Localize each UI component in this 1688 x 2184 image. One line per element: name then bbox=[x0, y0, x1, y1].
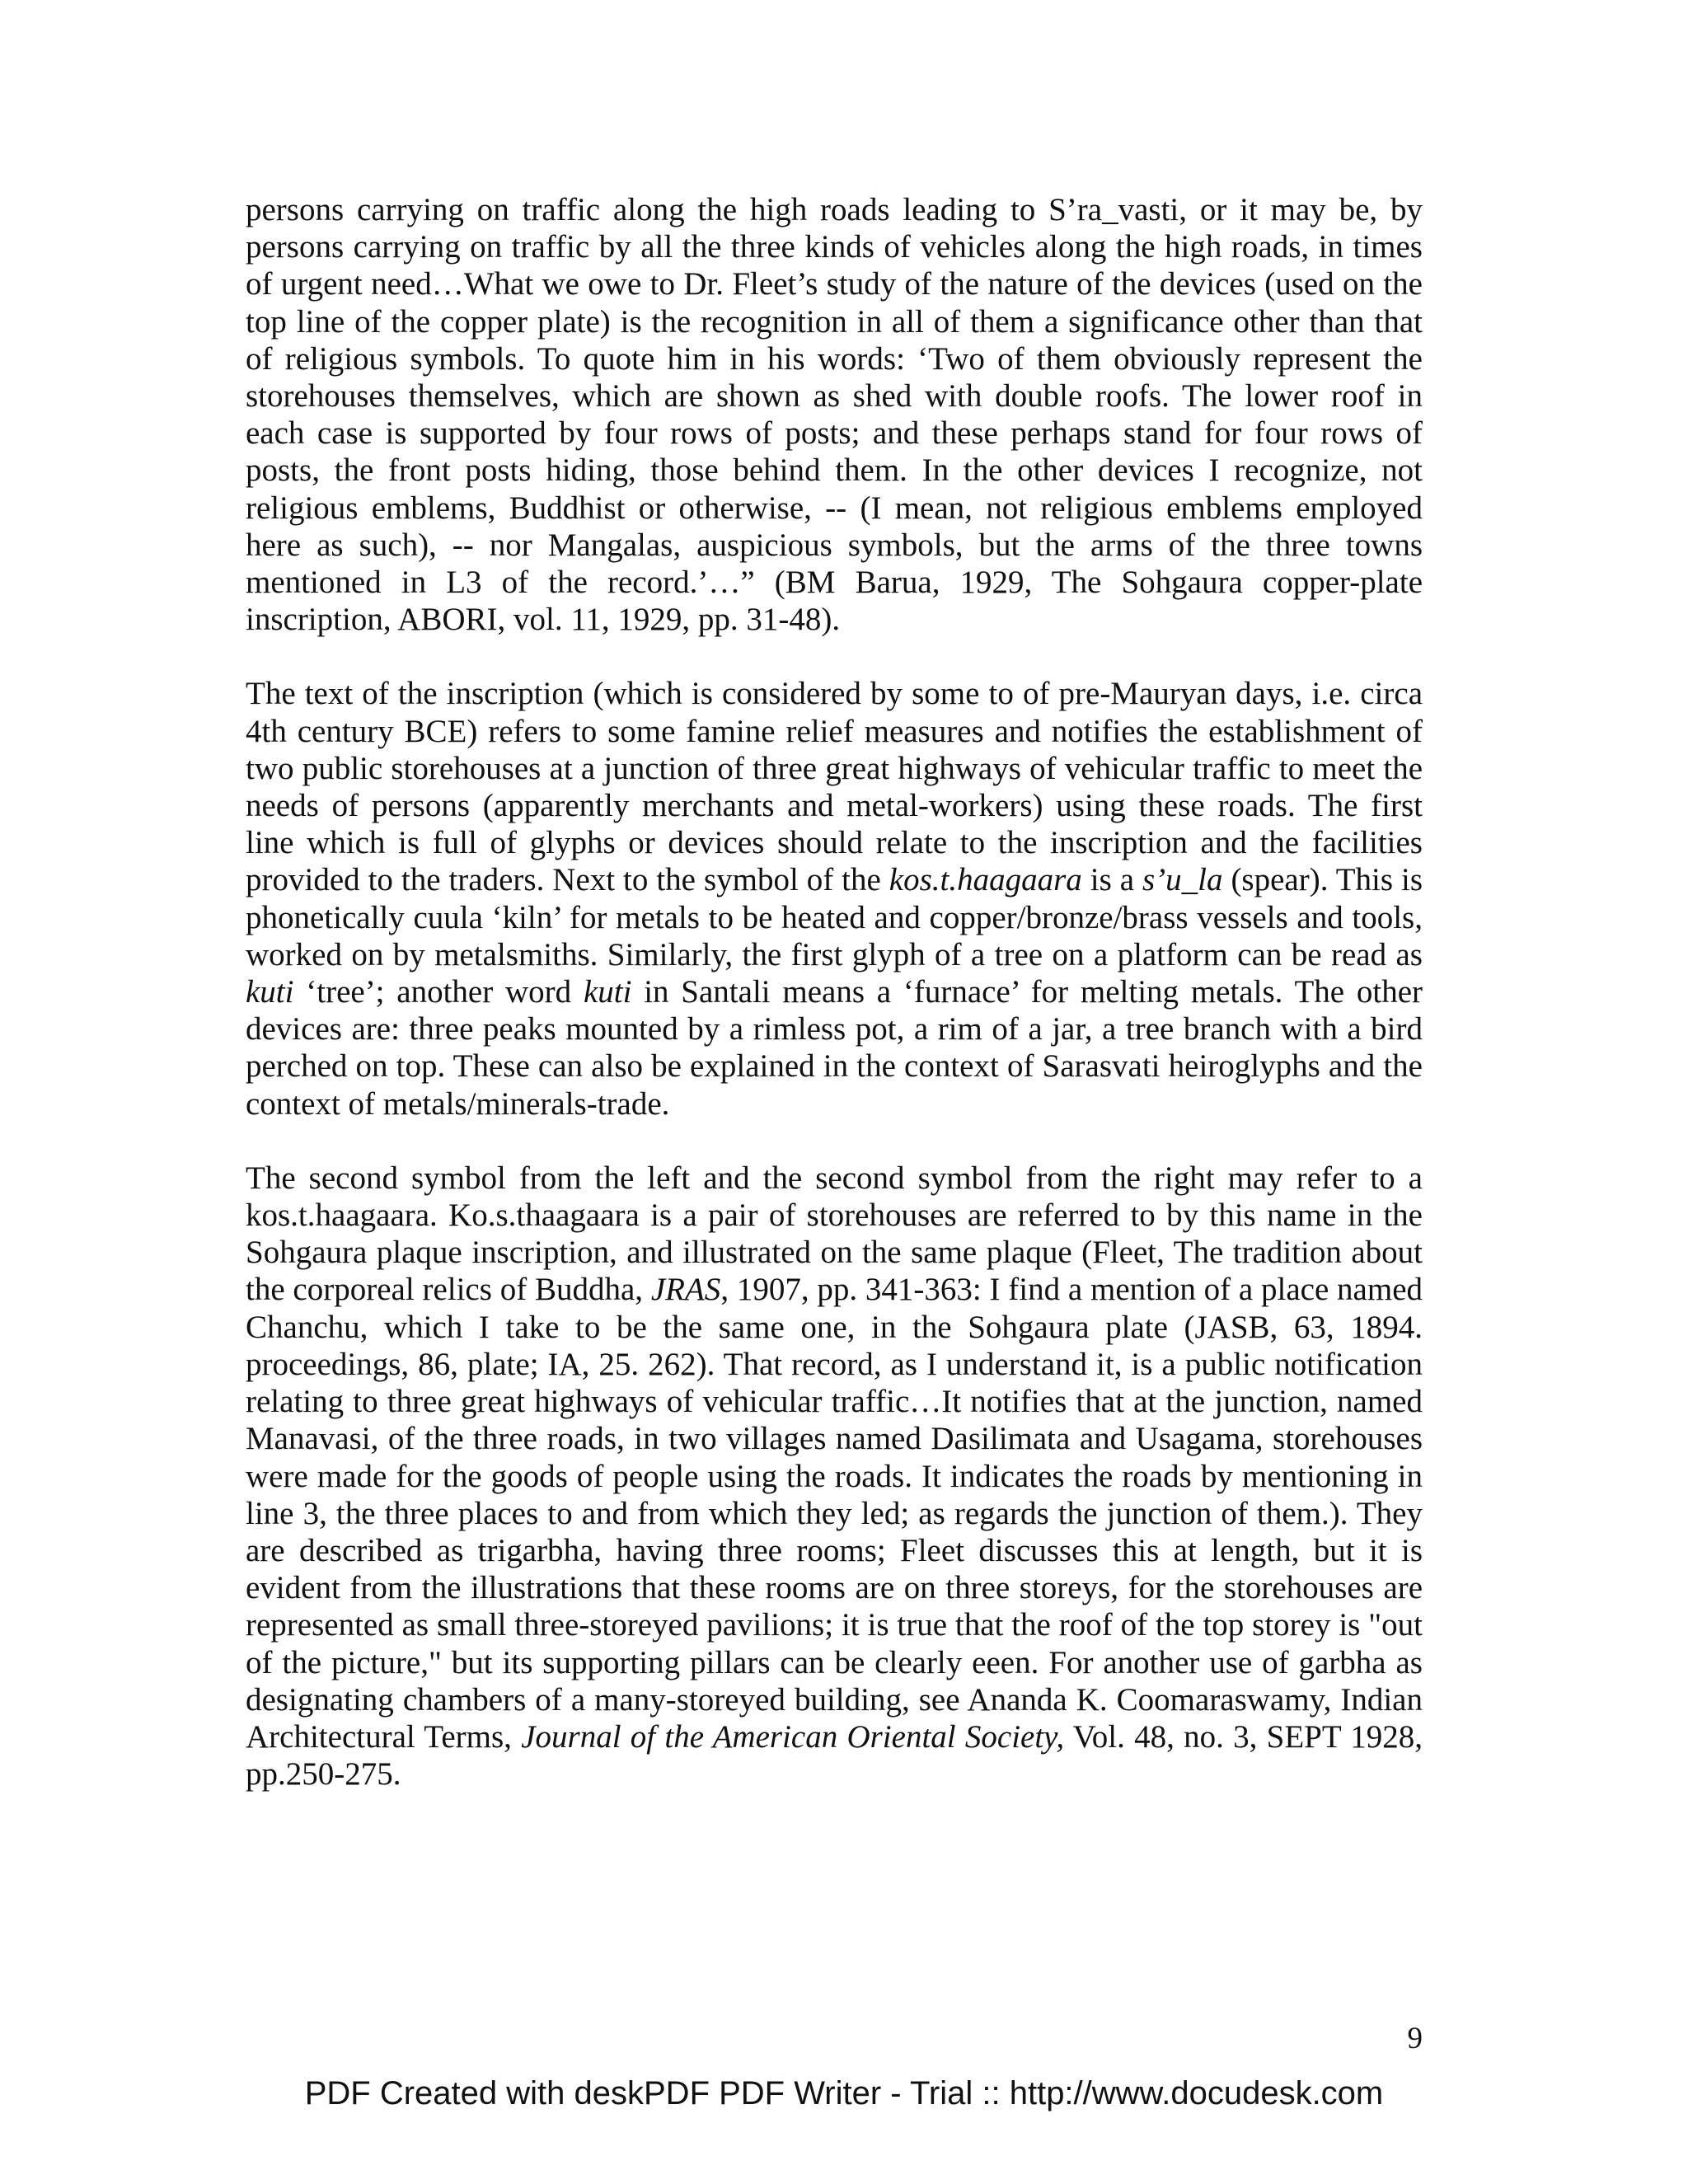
paragraph-2-text: (spear). This is phonetically cuula ‘kiln’ for metals to be heated and copper/bronze/brass vessels and tools, worked on by metalsmiths. Similarly, the first glyph of a tree on a platform can be read as bbox=[246, 862, 1423, 972]
paragraph-2-text: in Santali means a ‘furnace’ for melting metals. The other devices are: three peaks mounted by a rimless pot, a rim of a jar, a tree branch with a bird perched on top. These can also be explained in the context of Sarasvati heiroglyphs and the context of metals/minerals-trade. bbox=[246, 974, 1423, 1122]
italic-term: kos.t.haagaara bbox=[889, 862, 1082, 898]
paragraph-3-text: , 1907, pp. 341-363: I find a mention of a place named Chanchu, which I take to be the same one, in the Sohgaura plate (JASB, 63, 1894. proceedings, 86, plate; IA, 25. 262). That record, as I understand it, is a public notification relating to three great highways of vehicular traffic…It notifies that at the junction, named Manavasi, of the three roads, in two villages named Dasilimata and Usagama, storehouses were made for the goods of people using the roads. It indicates the roads by mentioning in line 3, the three places to and from which they led; as regards the junction of them.). They are described as trigarbha, having three rooms; Fleet discusses this at length, but it is evident from the illustrations that these rooms are on three storeys, for the storehouses are represented as small three-storeyed pavilions; it is true that the roof of the top storey is "out of the picture," but its supporting pillars can be clearly eeen. For another use of garbha as designating chambers of a many-storeyed building, see Ananda K. Coomaraswamy, Indian Architectural Terms, bbox=[246, 1272, 1423, 1755]
italic-term: kuti bbox=[583, 974, 632, 1010]
paragraph-2-text: is a bbox=[1081, 862, 1142, 898]
italic-term: s’u_la bbox=[1142, 862, 1223, 898]
paragraph-3-text: The second symbol from the left and the second symbol from the right may refer to a kos.t.haagaara. Ko.s.thaagaara is a pair of storehouses are referred to by this name in the Sohgaura plaque inscription, and illustrated on the same plaque (Fleet, The tradition about the corporeal relics of Buddha, bbox=[246, 1160, 1423, 1308]
paragraph-3 bbox=[246, 1160, 1423, 1793]
italic-citation: Journal of the American Oriental Society, bbox=[521, 1718, 1065, 1755]
italic-term: kuti bbox=[246, 974, 294, 1010]
paragraph-1-text: persons carrying on traffic along the high roads leading to S’ra_vasti, or it may be, by persons carrying on traffic by all the three kinds of vehicles along the high roads, in times of urgent need…What we owe to Dr. Fleet’s study of the nature of the devices (used on the top line of the copper plate) is the recognition in all of them a significance other than that of religious symbols. To quote him in his words: ‘Two of them obviously represent the storehouses themselves, which are shown as shed with double roofs. The lower roof in each case is supported by four rows of posts; and these perhaps stand for four rows of posts, the front posts hiding, those behind them. In the other devices I recognize, not religious emblems, Buddhist or otherwise, -- (I mean, not religious emblems employed here as such), -- nor Mangalas, auspicious symbols, but the arms of the three towns mentioned in L3 of the record.’…” (BM Barua, 1929, The Sohgaura copper-plate inscription, ABORI, vol. 11, 1929, pp. 31-48). bbox=[246, 192, 1423, 638]
paragraph-2 bbox=[246, 675, 1423, 1122]
paragraph-2-text: The text of the inscription (which is considered by some to of pre-Mauryan days, i.e. circa 4th century BCE) refers to some famine relief measures and notifies the establishment of two public storehouses at a junction of three great highways of vehicular traffic to meet the needs of persons (apparently merchants and metal-workers) using these roads. The first line which is full of glyphs or devices should relate to the inscription and the facilities provided to the traders. Next to the symbol of the bbox=[246, 676, 1423, 898]
paragraph-1 bbox=[246, 191, 1423, 638]
paragraph-2-text: ‘tree’; another word bbox=[293, 974, 584, 1010]
italic-citation: JRAS bbox=[650, 1272, 721, 1308]
pdf-writer-footer: PDF Created with deskPDF PDF Writer - Trial :: http://www.docudesk.com bbox=[304, 2075, 1384, 2111]
document-body bbox=[246, 191, 1423, 1830]
paragraph-3-text: Vol. 48, no. 3, SEPT 1928, pp.250-275. bbox=[246, 1718, 1423, 1793]
page-number: 9 bbox=[1407, 2022, 1423, 2055]
